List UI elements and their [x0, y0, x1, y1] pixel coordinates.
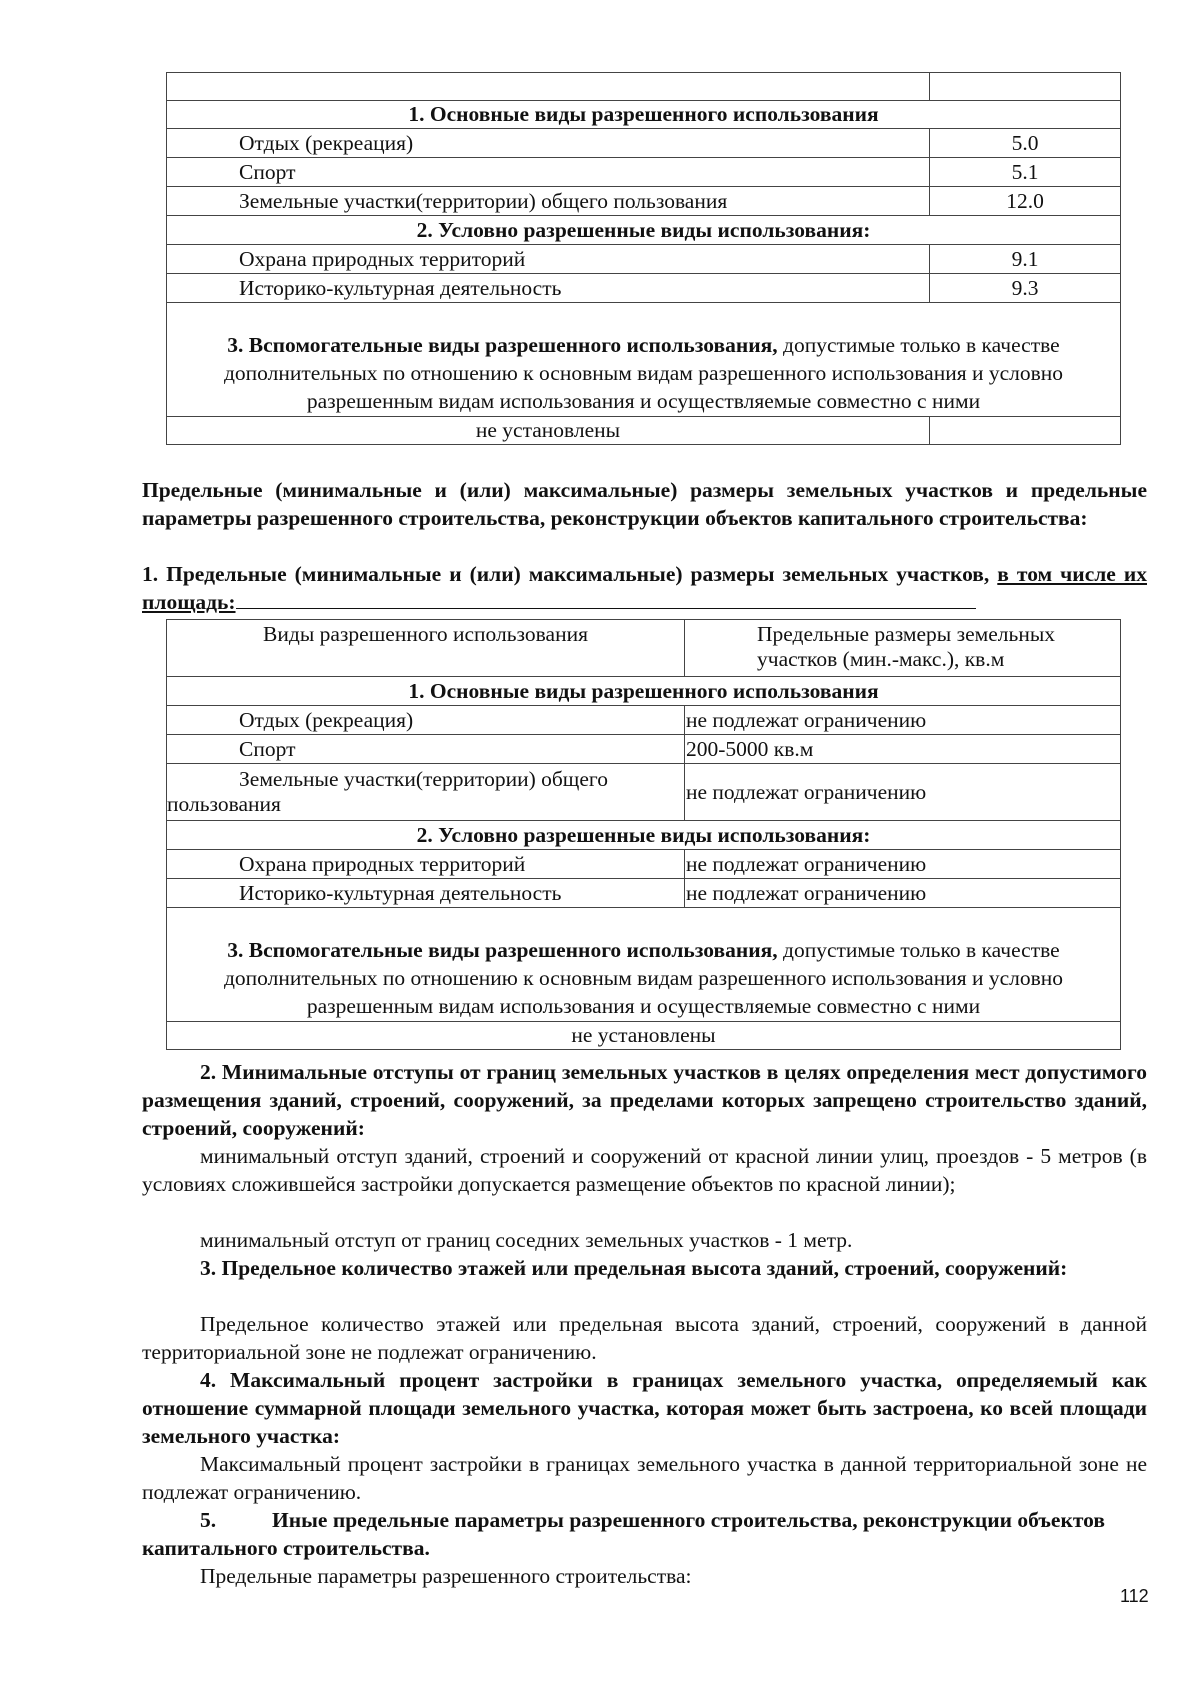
section-5-heading: 5. Иные предельные параметры разрешенного строительства, реконструкции объектов капитального строительства. [142, 1508, 1105, 1560]
section-4-heading: 4. Максимальный процент застройки в границах земельного участка, определяемый как отношение суммарной площади земельного участка, которая может быть застроена, ко всей площади земельного участка: [142, 1368, 1147, 1448]
table-row: Историко-культурная деятельность 9.3 [167, 274, 1121, 303]
section-2-heading: 2. Минимальные отступы от границ земельных участков в целях определения мест допустимого размещения зданий, строений, сооружений, за пределами которых запрещено строительство зданий, строений, сооружений: [142, 1060, 1147, 1140]
table-header-row [167, 620, 1121, 677]
section-heading: 2. Условно разрешенные виды использования: [167, 216, 1121, 245]
section-4-text: Максимальный процент застройки в границах земельного участка в данной территориальной зоне не подлежат ограничению. [142, 1452, 1147, 1504]
underline-fill [236, 590, 976, 609]
section-heading: 3. Вспомогательные виды разрешенного использования, [227, 938, 778, 962]
section-heading: 1. Основные виды разрешенного использования [167, 677, 1121, 706]
table-row: не установлены [167, 417, 1121, 445]
table-row [167, 73, 1121, 101]
section-heading: 2. Условно разрешенные виды использования: [167, 821, 1121, 850]
page-number: 112 [1120, 1586, 1149, 1606]
table-row: Историко-культурная деятельность не подлежат ограничению [167, 879, 1121, 908]
section-5-text: Предельные параметры разрешенного строительства: [200, 1564, 692, 1588]
section-3-heading: 3. Предельное количество этажей или предельная высота зданий, строений, сооружений: [200, 1256, 1068, 1280]
section-heading: 1. Основные виды разрешенного использования [167, 101, 1121, 129]
column-header: Предельные размеры земельных участков (мин.-макс.), кв.м [685, 620, 1121, 677]
table-row: Отдых (рекреация) не подлежат ограничению [167, 706, 1121, 735]
column-header: Виды разрешенного использования [167, 620, 685, 677]
section-heading: 3. Вспомогательные виды разрешенного использования, [227, 333, 778, 357]
table-row: не установлены [167, 1022, 1121, 1050]
table-section-row [167, 677, 1121, 706]
subheading-plot-sizes: 1. Предельные (минимальные и (или) максимальные) размеры земельных участков, в том числе их площадь: [142, 562, 1147, 614]
table-section-row: 3. Вспомогательные виды разрешенного использования, допустимые только в качестве дополнительных по отношению к основным видам разрешенного использования и условно разрешенным видам использования и осуществляемые совместно с ними [167, 908, 1121, 1022]
table-section-row: 3. Вспомогательные виды разрешенного использования, допустимые только в качестве дополнительных по отношению к основным видам разрешенного использования и условно разрешенным видам использования и осуществляемые совместно с ними [167, 303, 1121, 417]
section-2-text: минимальный отступ от границ соседних земельных участков - 1 метр. [200, 1228, 853, 1252]
table-row: Охрана природных территорий не подлежат ограничению [167, 850, 1121, 879]
table-row: Земельные участки(территории) общего пользования не подлежат ограничению [167, 764, 1121, 821]
permitted-use-codes-table [166, 72, 1121, 445]
table-row: Земельные участки(территории) общего пользования 12.0 [167, 187, 1121, 216]
table-row: Охрана природных территорий 9.1 [167, 245, 1121, 274]
table-row: Спорт 200-5000 кв.м [167, 735, 1121, 764]
table-section-row [167, 821, 1121, 850]
table-section-row [167, 216, 1121, 245]
section-2-text: минимальный отступ зданий, строений и сооружений от красной линии улиц, проездов - 5 метров (в условиях сложившейся застройки допускается размещение объектов по красной линии); [142, 1144, 1147, 1196]
table-section-row [167, 101, 1121, 129]
table-row: Спорт 5.1 [167, 158, 1121, 187]
section-3-text: Предельное количество этажей или предельная высота зданий, строений, сооружений в данной территориальной зоне не подлежат ограничению. [142, 1312, 1147, 1364]
limits-heading: Предельные (минимальные и (или) максимальные) размеры земельных участков и предельные параметры разрешенного строительства, реконструкции объектов капитального строительства: [142, 478, 1147, 530]
table-row: Отдых (рекреация) 5.0 [167, 129, 1121, 158]
plot-size-limits-table [166, 619, 1121, 1050]
